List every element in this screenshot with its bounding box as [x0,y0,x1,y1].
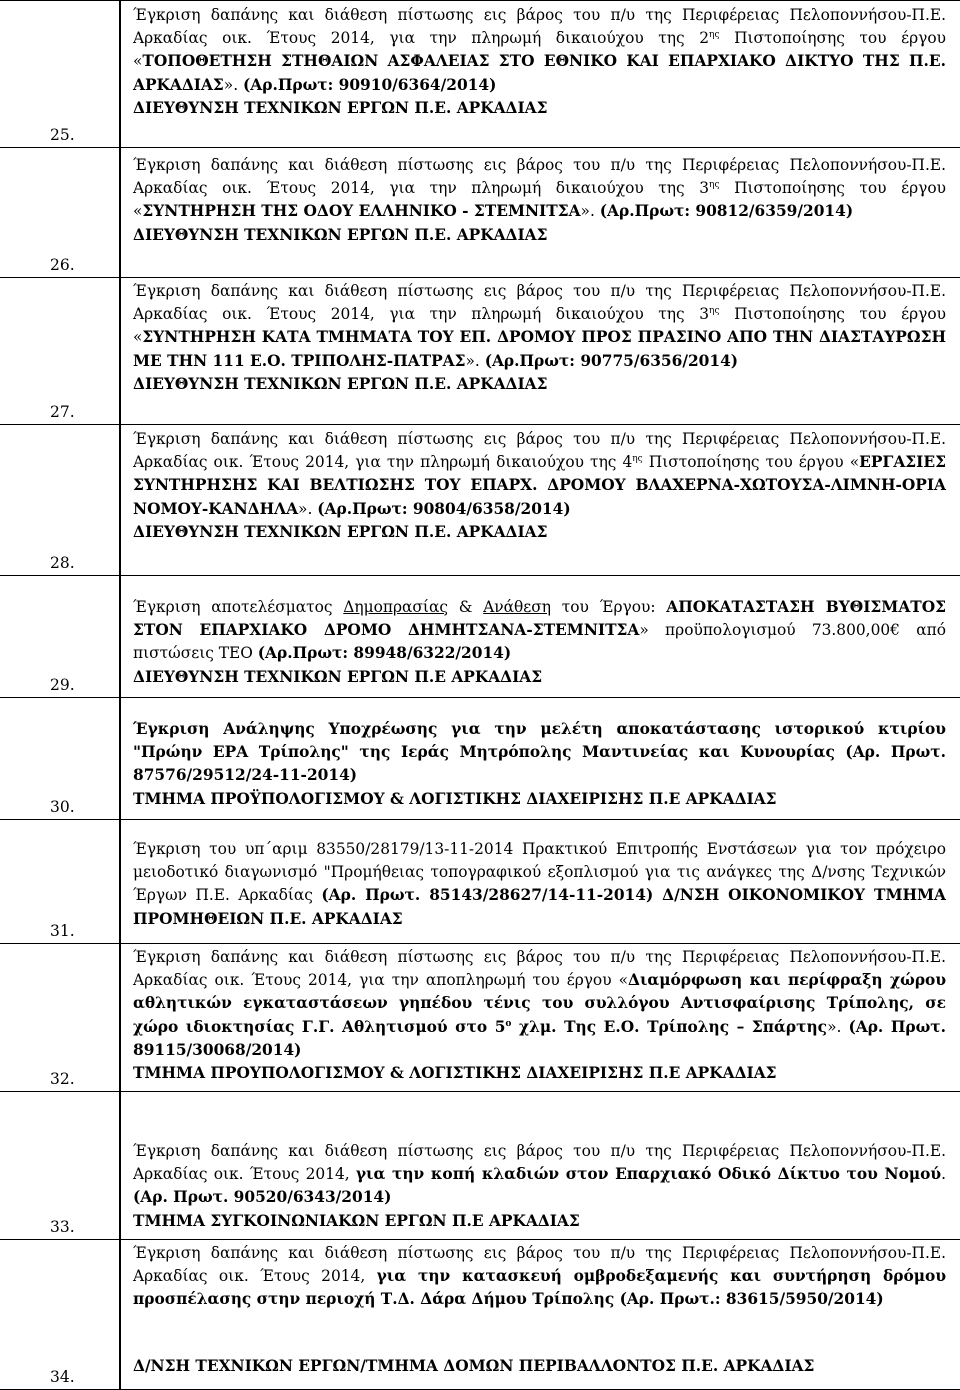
agenda-item-text [133,1140,946,1233]
superscript-text: ο [505,1018,512,1029]
superscript-text: ης [709,30,720,41]
bold-text: ΔΙΕΥΘΥΝΣΗ ΤΕΧΝΙΚΩΝ ΕΡΓΩΝ Π.Ε. ΑΡΚΑΔΙΑΣ [133,374,548,393]
agenda-item-text [133,280,946,396]
bold-text: ΕΡΓΑΣΙΕΣ ΣΥΝΤΗΡΗΣΗΣ ΚΑΙ ΒΕΛΤΙΩΣΗΣ ΤΟΥ ΕΠΑΡΧ. ΔΡΟΜΟΥ ΒΛΑΧΕΡΝΑ-ΧΩΤΟΥΣΑ-ΛΙΜΝΗ-ΟΡΙΑ ΝΟΜΟΥ-ΚΑΝΔΗΛΑ [133,453,946,518]
bold-text: ΣΥΝΤΗΡΗΣΗ ΤΗΣ ΟΔΟΥ ΕΛΛΗΝΙΚΟ - ΣΤΕΜΝΙΤΣΑ [142,202,581,221]
item-department [133,788,946,811]
item-description [133,596,946,666]
agenda-item-text [133,428,946,544]
superscript-text: ης [632,454,643,465]
agenda-row [0,944,960,1092]
text-segment: Πιστοποίησης του έργου « [133,305,946,347]
bold-text: (Αρ.Πρωτ: 90812/6359/2014) [599,202,854,221]
item-description [133,718,946,788]
bold-text: Έγκριση Ανάληψης Υποχρέωσης για την μελέτη αποκατάστασης ιστορικού κτιρίου "Πρώην ΕΡΑ Τρίπολης" της Ιεράς Μητρόπολης Μαντινείας και Κυνουρίας (Αρ. Πρωτ. 87576/29512/24-11-2014) [133,720,946,785]
bold-text: Διαμόρφωση και περίφραξη χώρου αθλητικών εγκαταστάσεων γηπέδου τένις του συλλόγου Αντισφαίρισης Τρίπολης, σε χώρο ιδιοκτησίας Γ.Γ. Αθλητισμού στο 5 [133,971,947,1036]
text-segment: Έγκριση δαπάνης και διάθεση πίστωσης εις βάρος του π/υ της Περιφέρειας Πελοποννήσου-Π.Ε. Αρκαδίας οικ. Έτους 2014, για την πληρωμή δικαιούχου της 3 [133,282,946,324]
item-department [133,1355,946,1378]
item-description [133,428,946,521]
text-segment: ». [465,351,485,370]
item-description [133,946,946,1062]
text-segment: ». [827,1017,849,1036]
item-department [133,1210,946,1233]
bold-text: Δ/ΝΣΗ ΤΕΧΝΙΚΩΝ ΕΡΓΩΝ/ΤΜΗΜΑ ΔΟΜΩΝ ΠΕΡΙΒΑΛΛΟΝΤΟΣ Π.Ε. ΑΡΚΑΔΙΑΣ [133,1356,815,1375]
agenda-row [0,576,960,698]
text-segment: . [941,1165,946,1184]
agenda-item-text [133,946,946,1085]
column-divider [119,0,121,1390]
text-segment: Έγκριση δαπάνης και διάθεση πίστωσης εις βάρος του π/υ της Περιφέρειας Πελοποννήσου-Π.Ε. Αρκαδίας οικ. Έτους 2014, για την αποπληρωμή του έργου « [133,948,946,990]
bold-text: (Αρ.Πρωτ: 90804/6358/2014) [317,499,571,518]
bold-text: ΔΙΕΥΘΥΝΣΗ ΤΕΧΝΙΚΩΝ ΕΡΓΩΝ Π.Ε ΑΡΚΑΔΙΑΣ [133,667,543,686]
text-segment: & [447,598,484,616]
agenda-item-text [133,596,946,689]
agenda-item-text [133,4,946,120]
agenda-row [0,1240,960,1390]
bold-text: (Αρ.Πρωτ: 90910/6364/2014) [243,75,497,94]
agenda-row [0,820,960,944]
text-segment: Έγκριση δαπάνης και διάθεση πίστωσης εις βάρος του π/υ της Περιφέρειας Πελοποννήσου-Π.Ε. Αρκαδίας οικ. Έτους 2014, για την πληρωμή δικαιούχου της 4 [133,430,946,472]
bold-text: ΔΙΕΥΘΥΝΣΗ ΤΕΧΝΙΚΩΝ ΕΡΓΩΝ Π.Ε. ΑΡΚΑΔΙΑΣ [133,225,548,244]
item-description [133,1242,946,1312]
item-number: 25. [50,126,75,144]
item-number: 32. [50,1070,75,1088]
bold-text: ΤΜΗΜΑ ΣΥΓΚΟΙΝΩΝΙΑΚΩΝ ΕΡΓΩΝ Π.Ε ΑΡΚΑΔΙΑΣ [133,1211,580,1230]
bold-text: (Αρ. Πρωτ. 85143/28627/14-11-2014) Δ/ΝΣΗ ΟΙΚΟΝΟΜΙΚΟΥ ΤΜΗΜΑ ΠΡΟΜΗΘΕΙΩΝ Π.Ε. ΑΡΚΑΔΙΑΣ [133,886,946,928]
text-segment: ». [223,75,243,94]
text-segment: Έγκριση δαπάνης και διάθεση πίστωσης εις βάρος του π/υ της Περιφέρειας Πελοποννήσου-Π.Ε. Αρκαδίας οικ. Έτους 2014, για την πληρωμή δικαιούχου της 2 [133,6,946,48]
item-department [133,224,946,247]
bold-text: ΔΙΕΥΘΥΝΣΗ ΤΕΧΝΙΚΩΝ ΕΡΓΩΝ Π.Ε. ΑΡΚΑΔΙΑΣ [133,98,548,117]
item-number: 27. [50,403,75,421]
text-segment: του Έργου: [551,598,667,616]
text-segment: Έγκριση του υπ΄αριμ 83550/28179/13-11-2014 Πρακτικού Επιτροπής Ενστάσεων για τον πρόχειρο μειοδοτικό διαγωνισμό "Προμήθειας τοπογραφικού εξοπλισμού για τις ανάγκες της Δ/νσης Τεχνικών Έργων Π.Ε. Αρκαδίας [133,840,946,905]
item-department [133,97,946,120]
item-number: 31. [50,922,75,940]
bold-text: (Αρ. Πρωτ. 89115/30068/2014) [133,1017,946,1059]
agenda-row [0,0,960,148]
item-description [133,838,946,931]
bold-text: (Αρ. Πρωτ. 90520/6343/2014) [133,1188,392,1207]
item-description [133,154,946,224]
bold-text: ΑΠΟΚΑΤΑΣΤΑΣΗ ΒΥΘΙΣΜΑΤΟΣ ΣΤΟΝ ΕΠΑΡΧΙΑΚΟ ΔΡΟΜΟ ΔΗΜΗΤΣΑΝΑ-ΣΤΕΜΝΙΤΣΑ [133,598,947,640]
item-description [133,4,946,97]
text-segment: » προϋπολογισμού 73.800,00€ από πιστώσεις ΤΕΟ [133,621,946,663]
item-number: 28. [50,554,75,572]
item-department [133,666,946,689]
bold-text: ΤΜΗΜΑ ΠΡΟΫΠΟΛΟΓΙΣΜΟΥ & ΛΟΓΙΣΤΙΚΗΣ ΔΙΑΧΕΙΡΙΣΗΣ Π.Ε ΑΡΚΑΔΙΑΣ [133,789,777,808]
agenda-row [0,278,960,425]
agenda-row [0,1092,960,1240]
bold-text: για την κοπή κλαδιών στον Επαρχιακό Οδικό Δίκτυο του Νομού [355,1165,942,1184]
text-segment: Πιστοποίησης του έργου « [133,179,946,221]
bold-text: ΤΟΠΟΘΕΤΗΣΗ ΣΤΗΘΑΙΩΝ ΑΣΦΑΛΕΙΑΣ ΣΤΟ ΕΘΝΙΚΟ ΚΑΙ ΕΠΑΡΧΙΑΚΟ ΔΙΚΤΥΟ ΤΗΣ Π.Ε. ΑΡΚΑΔΙΑΣ [133,52,946,94]
item-number: 34. [50,1368,75,1386]
bold-text: (Αρ.Πρωτ: 90775/6356/2014) [484,351,739,370]
item-department [133,373,946,396]
item-number: 26. [50,256,75,274]
agenda-item-text [133,718,946,811]
bold-text: για την κατασκευή ομβροδεξαμενής και συντήρηση δρόμου προσπέλασης στην περιοχή Τ.Δ. Δάρα Δήμου Τρίπολης (Αρ. Πρωτ.: 83615/5950/2014) [133,1267,946,1309]
item-number: 30. [50,798,75,816]
bold-text: (Αρ.Πρωτ: 89948/6322/2014) [257,644,512,663]
text-segment: ». [580,202,600,221]
item-number: 33. [50,1218,75,1236]
superscript-text: ης [709,180,720,191]
text-segment: Έγκριση δαπάνης και διάθεση πίστωσης εις βάρος του π/υ της Περιφέρειας Πελοποννήσου-Π.Ε. Αρκαδίας οικ. Έτους 2014, για την πληρωμή δικαιούχου της 3 [133,156,946,198]
text-segment: Πιστοποίησης του έργου « [133,29,946,71]
bold-text: ΣΥΝΤΗΡΗΣΗ ΚΑΤΑ ΤΜΗΜΑΤΑ ΤΟΥ ΕΠ. ΔΡΟΜΟΥ ΠΡΟΣ ΠΡΑΣΙΝΟ ΑΠΟ ΤΗΝ ΔΙΑΣΤΑΥΡΩΣΗ ΜΕ ΤΗΝ 111 Ε.Ο. ΤΡΙΠΟΛΗΣ-ΠΑΤΡΑΣ [133,328,946,370]
bold-text: χλμ. Της Ε.Ο. Τρίπολης – Σπάρτης [511,1017,828,1036]
text-segment: ». [298,499,318,518]
item-description [133,1140,946,1210]
text-segment: Έγκριση δαπάνης και διάθεση πίστωσης εις βάρος του π/υ της Περιφέρειας Πελοποννήσου-Π.Ε. Αρκαδίας οικ. Έτους 2014, [133,1244,946,1286]
bold-text: ΤΜΗΜΑ ΠΡΟΥΠΟΛΟΓΙΣΜΟΥ & ΛΟΓΙΣΤΙΚΗΣ ΔΙΑΧΕΙΡΙΣΗΣ Π.Ε ΑΡΚΑΔΙΑΣ [133,1064,777,1083]
agenda-item-text [133,154,946,247]
bold-text: ΔΙΕΥΘΥΝΣΗ ΤΕΧΝΙΚΩΝ ΕΡΓΩΝ Π.Ε. ΑΡΚΑΔΙΑΣ [133,522,548,541]
item-number: 29. [50,676,75,694]
text-segment: Δημοπρασίας [343,598,448,616]
text-segment: Ανάθεση [483,598,552,616]
item-description [133,280,946,373]
text-segment: Έγκριση δαπάνης και διάθεση πίστωσης εις βάρος του π/υ της Περιφέρειας Πελοποννήσου-Π.Ε. Αρκαδίας οικ. Έτους 2014, [133,1142,946,1184]
text-segment: Έγκριση αποτελέσματος [133,598,344,616]
text-segment: Πιστοποίησης του έργου « [642,453,860,472]
agenda-item-text [133,1242,946,1378]
agenda-row [0,698,960,820]
agenda-row [0,148,960,278]
agenda-item-text [133,838,946,931]
item-department [133,521,946,544]
item-department [133,1062,946,1085]
superscript-text: ης [709,306,720,317]
agenda-row [0,425,960,576]
